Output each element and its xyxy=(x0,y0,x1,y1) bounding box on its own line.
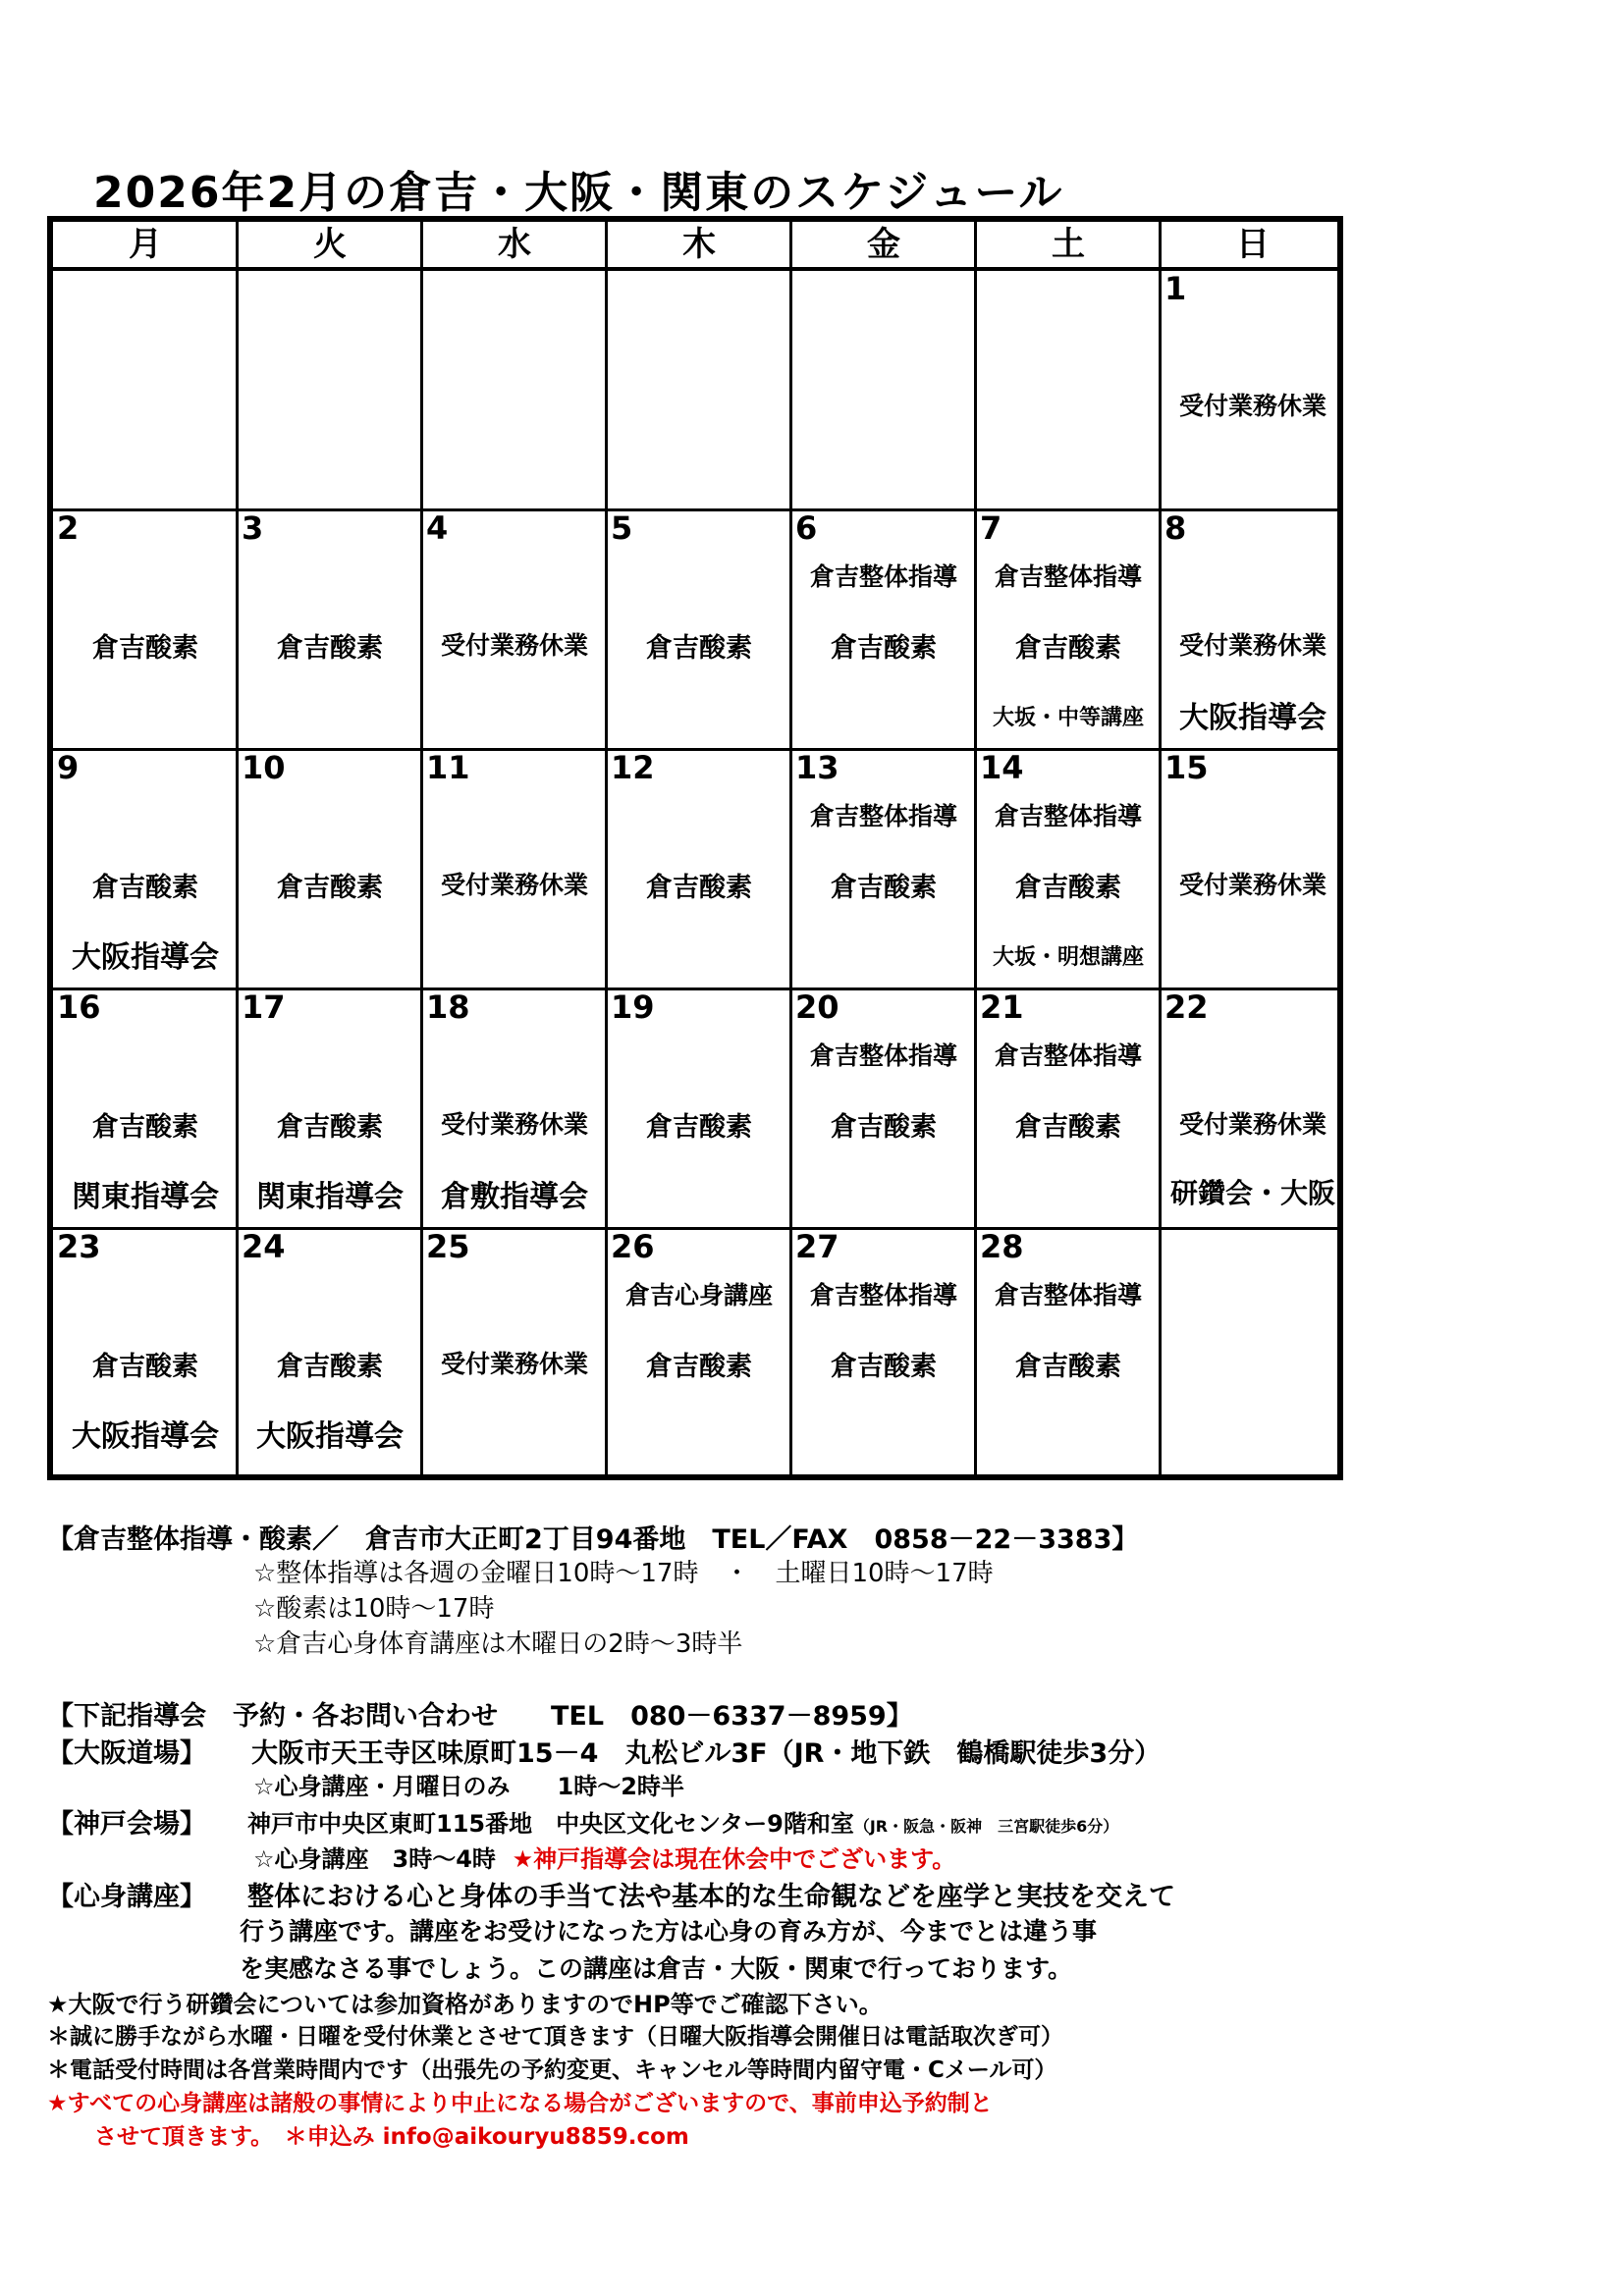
calendar-day-cell xyxy=(53,989,238,1229)
event-line-2: 倉吉酸素 xyxy=(646,1112,752,1143)
event-line-3: 関東指導会 xyxy=(72,1180,219,1214)
calendar-day-cell xyxy=(791,989,976,1229)
event-line-1: 倉吉整体指導 xyxy=(809,1281,957,1309)
event-line-2: 受付業務休業 xyxy=(1178,1110,1326,1139)
shinshin-text-3: を実感なさる事でしょう。この講座は倉吉・大阪・関東で行っております。 xyxy=(240,1954,1073,1983)
event-line-2: 倉吉酸素 xyxy=(831,633,937,664)
day-number: 2 xyxy=(57,509,80,547)
event-line-1: 倉吉整体指導 xyxy=(809,1041,957,1070)
contact-line: 【下記指導会 予約・各お問い合わせ TEL 080－6337－8959】 xyxy=(47,1701,913,1732)
red-note-1: ★すべての心身講座は諸般の事情により中止になる場合がございますので、事前申込予約制と xyxy=(47,2091,993,2116)
event-line-1: 倉吉整体指導 xyxy=(994,802,1142,830)
event-line-2: 受付業務休業 xyxy=(440,1350,588,1378)
page-title: 2026年2月の倉吉・大阪・関東のスケジュール xyxy=(93,168,1064,218)
kurayoshi-note-2: ☆酸素は10時～17時 xyxy=(253,1594,495,1624)
calendar-day-cell xyxy=(976,271,1161,510)
day-number: 12 xyxy=(611,749,655,786)
event-line-1: 倉吉心身講座 xyxy=(624,1281,773,1309)
calendar-day-cell xyxy=(53,271,238,510)
event-line-2: 倉吉酸素 xyxy=(831,1352,937,1382)
day-number: 11 xyxy=(426,749,470,786)
kobe-label: 【神戸会場】 xyxy=(47,1809,206,1840)
event-line-3: 大阪指導会 xyxy=(72,940,219,975)
day-number: 6 xyxy=(795,509,818,547)
day-number: 16 xyxy=(57,988,101,1026)
calendar-day-cell xyxy=(238,750,422,989)
event-line-2: 倉吉酸素 xyxy=(831,873,937,903)
shinshin-label: 【心身講座】 xyxy=(47,1882,206,1912)
calendar-day-cell xyxy=(53,750,238,989)
kobe-address-main: 神戸市中央区東町115番地 中央区文化センター9階和室 xyxy=(247,1810,854,1838)
weekday-header: 木 xyxy=(682,225,716,264)
weekday-header: 火 xyxy=(313,225,347,264)
shinshin-text-2: 行う講座です。講座をお受けになった方は心身の育み方が、今までとは違う事 xyxy=(240,1917,1098,1946)
calendar-day-cell xyxy=(607,510,791,750)
day-number: 23 xyxy=(57,1228,101,1265)
event-line-3: 大阪指導会 xyxy=(72,1419,219,1454)
event-line-2: 受付業務休業 xyxy=(1178,631,1326,660)
event-line-1: 倉吉整体指導 xyxy=(809,562,957,591)
day-number: 5 xyxy=(611,509,633,547)
event-line-2: 受付業務休業 xyxy=(440,871,588,899)
day-number: 20 xyxy=(795,988,839,1026)
calendar-day-cell xyxy=(976,510,1161,750)
day-number: 13 xyxy=(795,749,839,786)
event-line-3: 関東指導会 xyxy=(256,1180,404,1214)
calendar-day-cell xyxy=(1161,989,1345,1229)
calendar-day-cell xyxy=(791,510,976,750)
calendar-day-cell xyxy=(791,271,976,510)
event-line-1: 倉吉整体指導 xyxy=(994,562,1142,591)
day-number: 26 xyxy=(611,1228,655,1265)
event-line-2: 倉吉酸素 xyxy=(646,633,752,664)
calendar-day-cell xyxy=(238,510,422,750)
calendar-day-cell xyxy=(1161,750,1345,989)
osaka-label: 【大阪道場】 xyxy=(47,1738,206,1769)
calendar-day-cell xyxy=(238,1229,422,1468)
day-number: 10 xyxy=(242,749,286,786)
note-2: ＊誠に勝手ながら水曜・日曜を受付休業とさせて頂きます（日曜大阪指導会開催日は電話取次ぎ可） xyxy=(47,2024,1063,2050)
shinshin-text-1: 整体における心と身体の手当て法や基本的な生命観などを座学と実技を交えて xyxy=(247,1882,1175,1912)
day-number: 25 xyxy=(426,1228,470,1265)
day-number: 19 xyxy=(611,988,655,1026)
event-line-2: 受付業務休業 xyxy=(1178,392,1326,420)
calendar-day-cell xyxy=(422,271,607,510)
event-line-1: 倉吉整体指導 xyxy=(809,802,957,830)
kobe-address-access: （JR・阪急・阪神 三宮駅徒歩6分） xyxy=(853,1817,1119,1836)
red-note-2: させて頂きます。 ＊申込み info@aikouryu8859.com xyxy=(94,2124,689,2150)
calendar-day-cell xyxy=(422,989,607,1229)
event-line-2: 倉吉酸素 xyxy=(92,633,198,664)
event-line-3: 倉敷指導会 xyxy=(441,1180,588,1214)
calendar-day-cell xyxy=(607,1229,791,1468)
day-number: 3 xyxy=(242,509,264,547)
event-line-2: 倉吉酸素 xyxy=(1015,873,1121,903)
event-line-2: 倉吉酸素 xyxy=(92,873,198,903)
note-3: ＊電話受付時間は各営業時間内です（出張先の予約変更、キャンセル等時間内留守電・Cメール可） xyxy=(47,2057,1057,2083)
weekday-header: 水 xyxy=(498,225,531,264)
day-number: 21 xyxy=(980,988,1024,1026)
event-line-2: 倉吉酸素 xyxy=(92,1112,198,1143)
calendar-day-cell xyxy=(791,1229,976,1468)
calendar-day-cell xyxy=(607,989,791,1229)
day-number: 9 xyxy=(57,749,80,786)
event-line-1: 倉吉整体指導 xyxy=(994,1041,1142,1070)
event-line-2: 倉吉酸素 xyxy=(646,1352,752,1382)
kobe-address xyxy=(247,1804,1118,1839)
day-number: 24 xyxy=(242,1228,286,1265)
event-line-2: 倉吉酸素 xyxy=(831,1112,937,1143)
event-line-2: 倉吉酸素 xyxy=(277,873,383,903)
day-number: 22 xyxy=(1164,988,1209,1026)
calendar-day-cell xyxy=(422,750,607,989)
kobe-closed-notice: ★神戸指導会は現在休会中でございます。 xyxy=(512,1845,956,1873)
event-line-2: 倉吉酸素 xyxy=(1015,1112,1121,1143)
calendar-day-cell xyxy=(976,750,1161,989)
day-number: 7 xyxy=(980,509,1002,547)
calendar-day-cell xyxy=(422,1229,607,1468)
calendar-day-cell xyxy=(1161,510,1345,750)
event-line-2: 倉吉酸素 xyxy=(92,1352,198,1382)
calendar-day-cell xyxy=(607,750,791,989)
calendar-day-cell xyxy=(53,1229,238,1468)
day-number: 8 xyxy=(1164,509,1187,547)
calendar-day-cell xyxy=(976,989,1161,1229)
calendar-grid xyxy=(47,216,1343,1480)
day-number: 18 xyxy=(426,988,470,1026)
kurayoshi-header: 【倉吉整体指導・酸素／ 倉吉市大正町2丁目94番地 TEL／FAX 0858－22－3383】 xyxy=(47,1524,1139,1555)
event-line-1: 倉吉整体指導 xyxy=(994,1281,1142,1309)
weekday-header: 月 xyxy=(129,225,162,264)
event-line-2: 受付業務休業 xyxy=(440,631,588,660)
event-line-3: 大阪指導会 xyxy=(1179,701,1326,735)
calendar-day-cell xyxy=(976,1229,1161,1468)
note-1: ★大阪で行う研鑽会については参加資格がありますのでHP等でご確認下さい。 xyxy=(47,1991,883,2018)
event-line-2: 倉吉酸素 xyxy=(646,873,752,903)
day-number: 15 xyxy=(1164,749,1209,786)
weekday-header: 土 xyxy=(1052,225,1085,264)
kurayoshi-note-3: ☆倉吉心身体育講座は木曜日の2時～3時半 xyxy=(253,1629,743,1659)
event-line-3: 大坂・中等講座 xyxy=(992,706,1144,730)
day-number: 17 xyxy=(242,988,286,1026)
day-number: 14 xyxy=(980,749,1024,786)
weekday-header: 日 xyxy=(1236,225,1270,264)
calendar-day-cell xyxy=(53,510,238,750)
weekday-header-row xyxy=(53,222,1337,271)
calendar-day-cell xyxy=(422,510,607,750)
osaka-note: ☆心身講座・月曜日のみ 1時～2時半 xyxy=(253,1773,684,1800)
kurayoshi-note-1: ☆整体指導は各週の金曜日10時～17時 ・ 土曜日10時～17時 xyxy=(253,1559,994,1588)
calendar-day-cell xyxy=(791,750,976,989)
kobe-note-line xyxy=(253,1840,955,1874)
kobe-note: ☆心身講座 3時～4時 xyxy=(253,1845,496,1873)
weekday-header: 金 xyxy=(867,225,900,264)
calendar-day-cell xyxy=(607,271,791,510)
event-line-2: 倉吉酸素 xyxy=(277,1112,383,1143)
event-line-3: 大阪指導会 xyxy=(256,1419,404,1454)
event-line-2: 受付業務休業 xyxy=(440,1110,588,1139)
calendar-day-cell xyxy=(238,271,422,510)
event-line-2: 倉吉酸素 xyxy=(277,1352,383,1382)
calendar-day-cell xyxy=(1161,271,1345,510)
event-line-2: 倉吉酸素 xyxy=(1015,1352,1121,1382)
day-number: 27 xyxy=(795,1228,839,1265)
calendar-day-cell xyxy=(1161,1229,1345,1468)
day-number: 28 xyxy=(980,1228,1024,1265)
day-number: 1 xyxy=(1164,270,1187,307)
event-line-2: 倉吉酸素 xyxy=(277,633,383,664)
event-line-2: 倉吉酸素 xyxy=(1015,633,1121,664)
day-number: 4 xyxy=(426,509,449,547)
osaka-address: 大阪市天王寺区味原町15－4 丸松ビル3F（JR・地下鉄 鶴橋駅徒歩3分） xyxy=(251,1738,1162,1769)
calendar-day-cell xyxy=(238,989,422,1229)
event-line-3: 研鑽会・大阪 xyxy=(1169,1177,1335,1209)
event-line-2: 受付業務休業 xyxy=(1178,871,1326,899)
event-line-3: 大坂・明想講座 xyxy=(992,945,1144,970)
